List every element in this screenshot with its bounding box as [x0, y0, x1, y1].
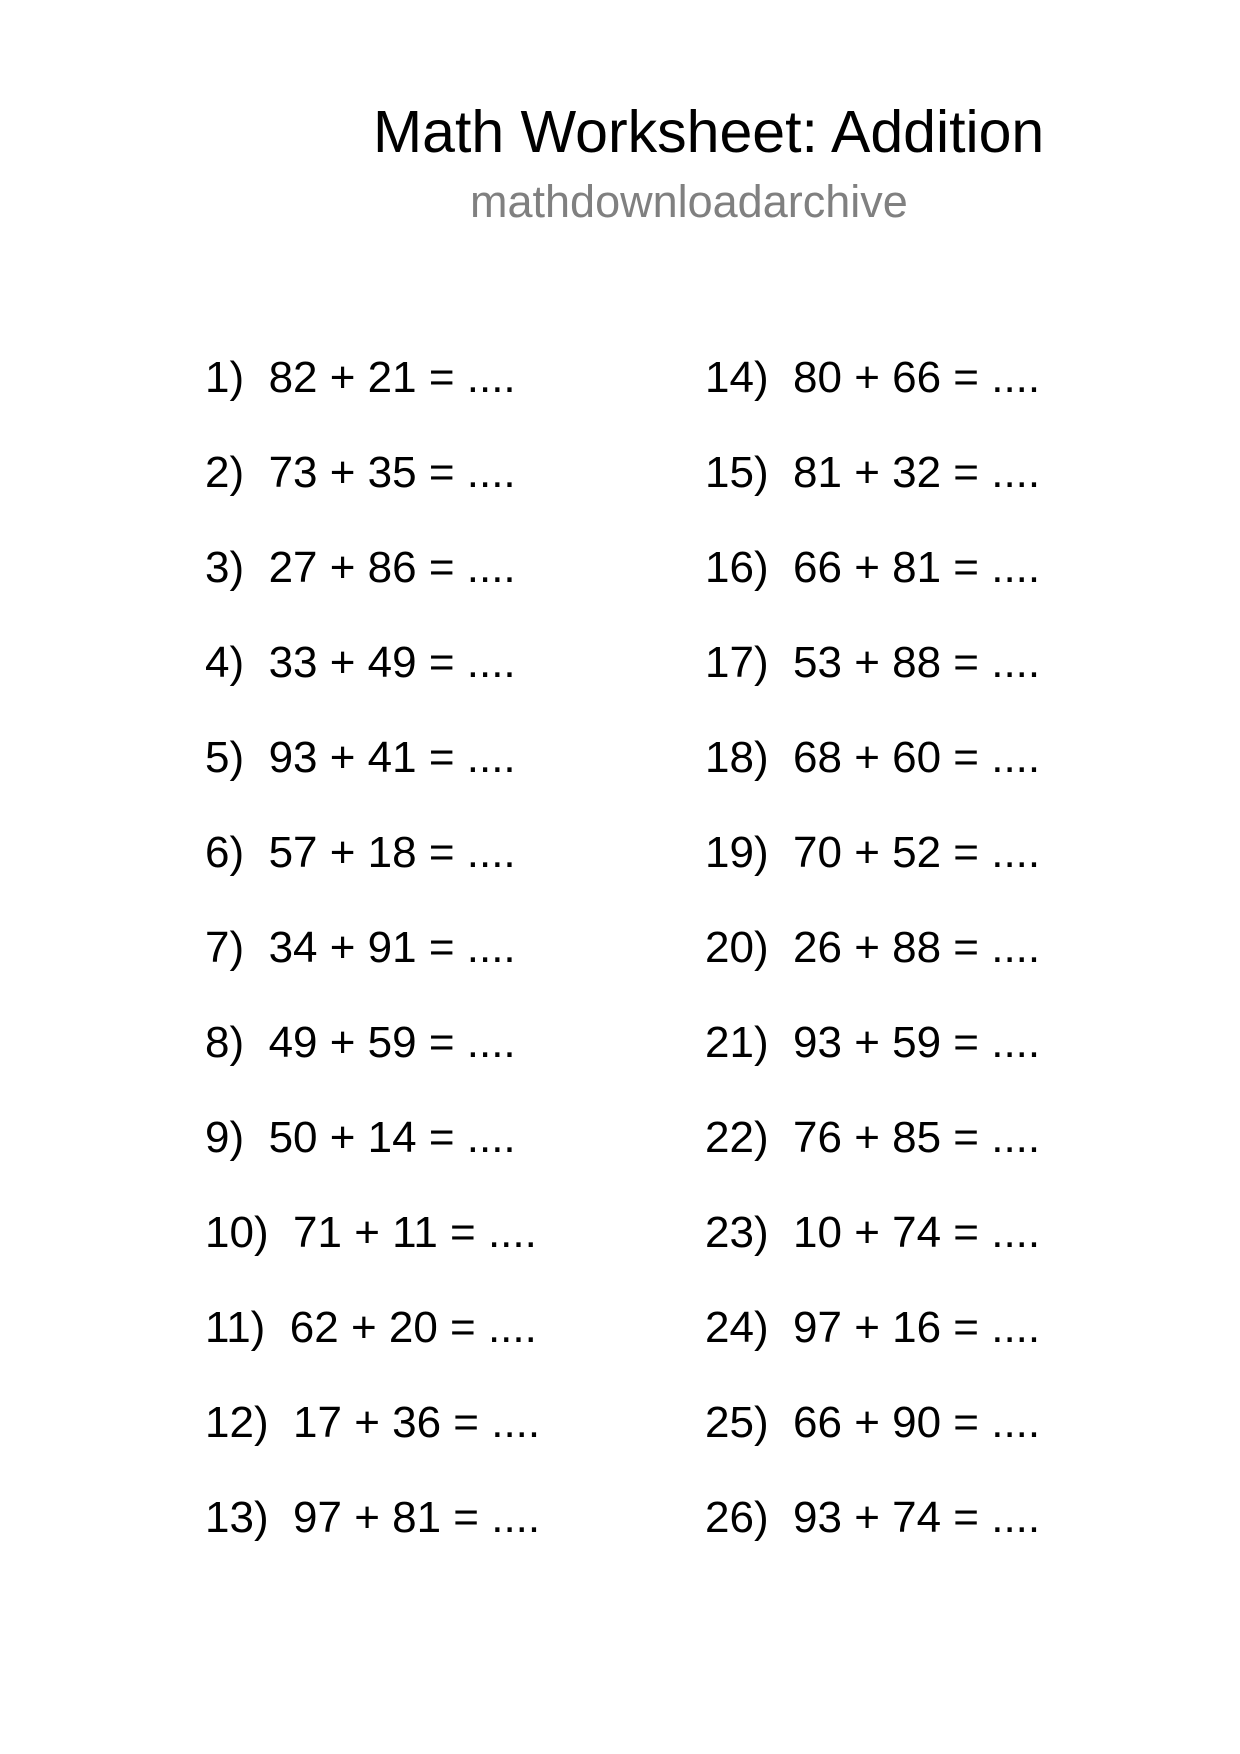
- problem-23: 23) 10 + 74 = ....: [705, 1208, 1041, 1257]
- problem-19: 19) 70 + 52 = ....: [705, 828, 1041, 877]
- problem-3: 3) 27 + 86 = ....: [205, 543, 516, 592]
- problem-8: 8) 49 + 59 = ....: [205, 1018, 516, 1067]
- problem-20: 20) 26 + 88 = ....: [705, 923, 1041, 972]
- problem-10: 10) 71 + 11 = ....: [205, 1208, 537, 1257]
- problem-14: 14) 80 + 66 = ....: [705, 353, 1041, 402]
- problem-16: 16) 66 + 81 = ....: [705, 543, 1041, 592]
- problem-21: 21) 93 + 59 = ....: [705, 1018, 1041, 1067]
- problem-25: 25) 66 + 90 = ....: [705, 1398, 1041, 1447]
- problem-26: 26) 93 + 74 = ....: [705, 1493, 1041, 1542]
- problem-17: 17) 53 + 88 = ....: [705, 638, 1041, 687]
- problem-11: 11) 62 + 20 = ....: [205, 1303, 537, 1352]
- problem-1: 1) 82 + 21 = ....: [205, 353, 516, 402]
- problem-2: 2) 73 + 35 = ....: [205, 448, 516, 497]
- problem-15: 15) 81 + 32 = ....: [705, 448, 1041, 497]
- problem-5: 5) 93 + 41 = ....: [205, 733, 516, 782]
- page-subtitle: mathdownloadarchive: [470, 176, 908, 227]
- problem-12: 12) 17 + 36 = ....: [205, 1398, 541, 1447]
- problem-6: 6) 57 + 18 = ....: [205, 828, 516, 877]
- problem-7: 7) 34 + 91 = ....: [205, 923, 516, 972]
- page-title: Math Worksheet: Addition: [373, 99, 1045, 165]
- problem-18: 18) 68 + 60 = ....: [705, 733, 1041, 782]
- problem-24: 24) 97 + 16 = ....: [705, 1303, 1041, 1352]
- problem-9: 9) 50 + 14 = ....: [205, 1113, 516, 1162]
- problem-4: 4) 33 + 49 = ....: [205, 638, 516, 687]
- problem-22: 22) 76 + 85 = ....: [705, 1113, 1041, 1162]
- problem-13: 13) 97 + 81 = ....: [205, 1493, 541, 1542]
